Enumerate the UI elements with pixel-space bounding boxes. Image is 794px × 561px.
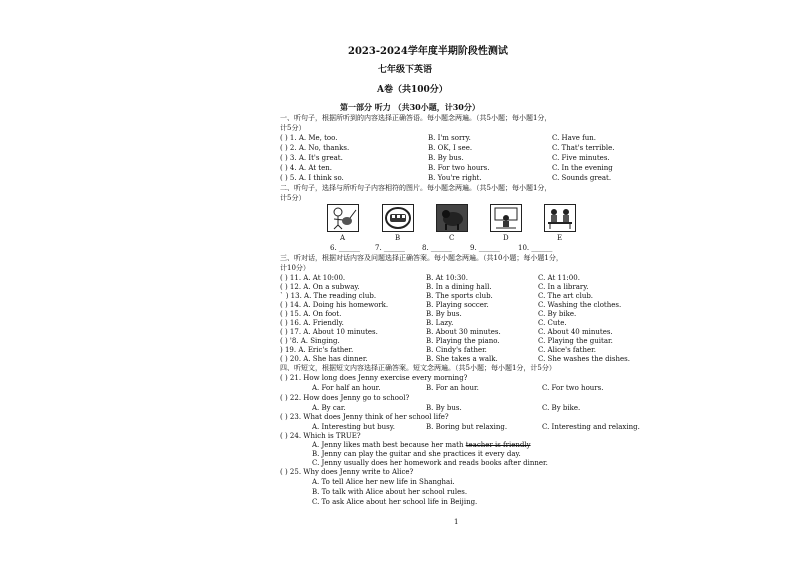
q19-b: B. Cindy's father.	[426, 346, 487, 354]
q14-b: B. Playing soccer.	[426, 301, 489, 309]
pic-letter-c: C	[449, 234, 455, 242]
q21-a: A. For half an hour.	[312, 384, 381, 392]
people-at-table-icon	[546, 206, 574, 230]
q17-b: B. About 30 minutes.	[426, 328, 501, 336]
q20-b: B. She takes a walk.	[426, 355, 498, 363]
part1-heading: 第一部分 听力 （共30小题，计30分）	[340, 102, 480, 112]
sec1-instruction-cont: 计5分）	[280, 124, 306, 132]
q16: ( ) 16. A. Friendly.	[280, 319, 344, 327]
picture-a	[327, 204, 359, 232]
answer-blank-8: 8. ______	[422, 244, 452, 252]
q25-a: A. To tell Alice her new life in Shanghai.	[312, 478, 455, 486]
q11: ( ) 11. A. At 10:00.	[280, 274, 346, 282]
q5-c: C. Sounds great.	[552, 174, 612, 182]
q12-b: B. In a dining hall.	[426, 283, 492, 291]
picture-c	[436, 204, 468, 232]
q22: ( ) 22. How does Jenny go to school?	[280, 394, 410, 402]
q19-c: C. Alice's father.	[538, 346, 596, 354]
q25-c: C. To ask Alice about her school life in Beijing.	[312, 498, 478, 506]
pic-letter-a: A	[340, 234, 346, 242]
q3-b: B. By bus.	[428, 154, 464, 162]
q22-c: C. By bike.	[542, 404, 581, 412]
answer-blank-9: 9. ______	[470, 244, 500, 252]
exam-title: 2023-2024学年度半期阶段性测试	[348, 46, 508, 57]
q25-b: B. To talk with Alice about her school rules.	[312, 488, 468, 496]
q17: ( ) 17. A. About 10 minutes.	[280, 328, 378, 336]
q18: ( ) '8. A. Singing.	[280, 337, 340, 345]
sec3-instruction-cont: 计10分）	[280, 264, 310, 272]
q3-c: C. Five minutes.	[552, 154, 610, 162]
pic-letter-d: D	[503, 234, 509, 242]
q23-a: A. Interesting but busy.	[312, 423, 395, 431]
q15-b: B. By bus.	[426, 310, 462, 318]
q22-b: B. By bus.	[426, 404, 462, 412]
q17-c: C. About 40 minutes.	[538, 328, 613, 336]
q24-a	[312, 441, 531, 449]
sec2-instruction: 二、听句子，选择与所听句子内容相符的图片。每小题念两遍。（共5小题；每小题1分，	[280, 184, 552, 192]
q14: ( ) 14. A. Doing his homework.	[280, 301, 389, 309]
q24-a-struck-text: teacher is friendly	[465, 441, 531, 449]
q5-b: B. You're right.	[428, 174, 482, 182]
q20-c: C. She washes the dishes.	[538, 355, 630, 363]
q16-b: B. Lazy.	[426, 319, 454, 327]
q2-c: C. That's terrible.	[552, 144, 615, 152]
grade-subject: 七年级下英语	[378, 65, 433, 75]
q13: ` ) 13. A. The reading club.	[280, 292, 377, 300]
q19: ) 19. A. Eric's father.	[280, 346, 354, 354]
q2: ( ) 2. A. No, thanks.	[280, 144, 350, 152]
q21: ( ) 21. How long does Jenny exercise every morning?	[280, 374, 468, 382]
picture-b	[382, 204, 414, 232]
picture-e	[544, 204, 576, 232]
sec3-instruction: 三、听对话，根据对话内容及问题选择正确答案。每小题念两遍。（共10小题；每小题1分，	[280, 254, 563, 262]
sec1-instruction: 一、听句子，根据所听到的内容选择正确答语。每小题念两遍。（共5小题；每小题1分，	[280, 114, 552, 122]
q20: ( ) 20. A. She has dinner.	[280, 355, 368, 363]
q23-c: C. Interesting and relaxing.	[542, 423, 640, 431]
q21-b: B. For an hour.	[426, 384, 479, 392]
bus-icon	[384, 206, 412, 230]
q21-c: C. For two hours.	[542, 384, 604, 392]
pic-letter-b: B	[395, 234, 401, 242]
q1-c: C. Have fun.	[552, 134, 596, 142]
q23: ( ) 23. What does Jenny think of her school life?	[280, 413, 449, 421]
q15: ( ) 15. A. On foot.	[280, 310, 342, 318]
sec4-instruction: 四、听短文，根据短文内容选择正确答案。短文念两遍。（共5小题；每小题1分，计5分）	[280, 364, 556, 372]
pic-letter-e: E	[557, 234, 563, 242]
answer-blank-7: 7. ______	[375, 244, 405, 252]
answer-blank-6: 6. ______	[330, 244, 360, 252]
q12-c: C. In a library.	[538, 283, 589, 291]
q12: ( ) 12. A. On a subway.	[280, 283, 360, 291]
q3: ( ) 3. A. It's great.	[280, 154, 343, 162]
q4-c: C. In the evening	[552, 164, 613, 172]
q11-b: B. At 10:30.	[426, 274, 468, 282]
q24: ( ) 24. Which is TRUE?	[280, 432, 361, 440]
q23-b: B. Boring but relaxing.	[426, 423, 508, 431]
q2-b: B. OK, I see.	[428, 144, 473, 152]
q18-c: C. Playing the guitar.	[538, 337, 613, 345]
q4: ( ) 4. A. At ten.	[280, 164, 332, 172]
answer-blank-10: 10. ______	[518, 244, 553, 252]
q1-b: B. I'm sorry.	[428, 134, 471, 142]
q11-c: C. At 11:00.	[538, 274, 580, 282]
q1: ( ) 1. A. Me, too.	[280, 134, 338, 142]
q22-a: A. By car.	[312, 404, 346, 412]
q13-b: B. The sports club.	[426, 292, 493, 300]
picture-d	[490, 204, 522, 232]
q18-b: B. Playing the piano.	[426, 337, 500, 345]
q15-c: C. By bike.	[538, 310, 577, 318]
paper-label: A卷（共100分）	[377, 85, 448, 95]
q4-b: B. For two hours.	[428, 164, 490, 172]
q24-b: B. Jenny can play the guitar and she practices it every day.	[312, 450, 521, 458]
sec2-instruction-cont: 计5分）	[280, 194, 306, 202]
person-with-guitar-icon	[329, 206, 357, 230]
dog-icon	[437, 205, 467, 231]
q5: ( ) 5. A. I think so.	[280, 174, 344, 182]
q16-c: C. Cute.	[538, 319, 567, 327]
page-number: 1	[454, 518, 459, 526]
q14-c: C. Washing the clothes.	[538, 301, 622, 309]
q24-a-text: A. Jenny likes math best because her math	[312, 441, 464, 449]
q13-c: C. The art club.	[538, 292, 594, 300]
q25: ( ) 25. Why does Jenny write to Alice?	[280, 468, 414, 476]
person-at-board-icon	[492, 206, 520, 230]
q24-c: C. Jenny usually does her homework and reads books after dinner.	[312, 459, 548, 467]
